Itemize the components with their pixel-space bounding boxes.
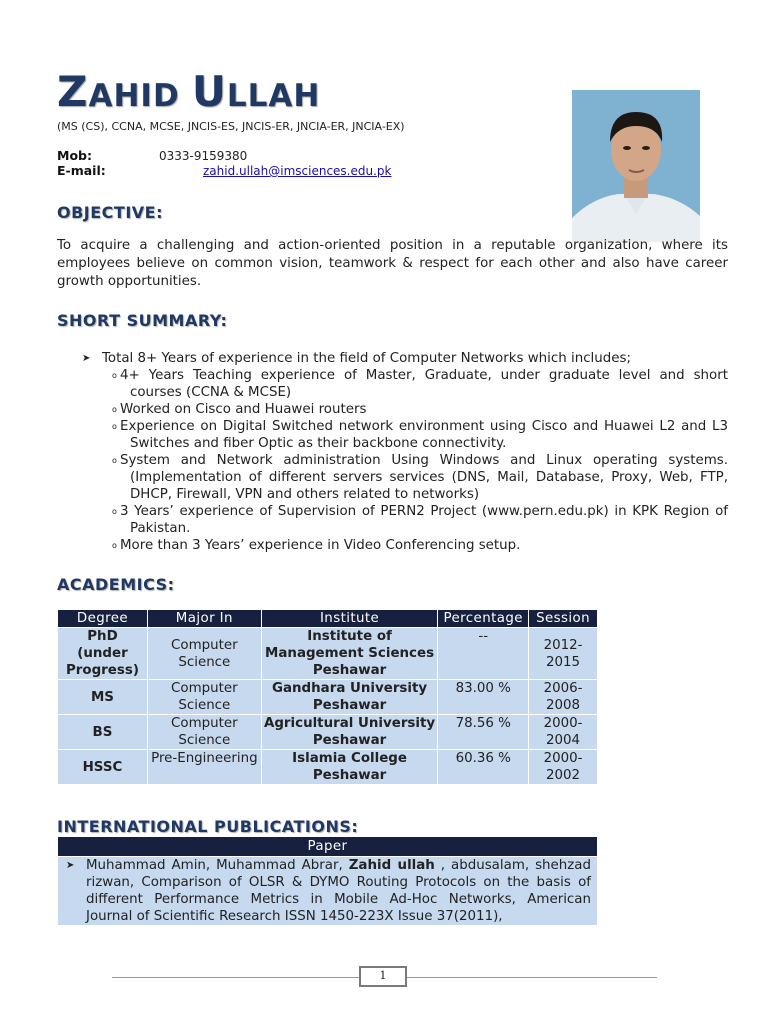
- cell-session: 2012-2015: [529, 628, 598, 680]
- cell-institute: Gandhara University Peshawar: [261, 680, 438, 715]
- circle-bullet-icon: o: [112, 456, 117, 465]
- cell-institute: Islamia College Peshawar: [261, 750, 438, 785]
- publication-details: , abdusalam, shehzad rizwan, Comparison of OLSR & DYMO Routing Protocols on the basis of different Performance Metrics in Mobile Ad-Hoc Networks, American Journal of Scientific Research ISSN 1450-223X Issue 37(2011),: [86, 858, 592, 924]
- email-link[interactable]: zahid.ullah@imsciences.edu.pk: [203, 164, 392, 178]
- table-row: [58, 750, 598, 785]
- cell-degree: PhD (under Progress): [58, 628, 148, 680]
- objective-heading: OBJECTIVE:: [57, 203, 163, 222]
- summary-item-text: Experience on Digital Switched network environment using Cisco and Huawei L2 and L3 Switches and fiber Optic as their backbone connectivity.: [120, 419, 728, 451]
- mob-value: 0333-9159380: [159, 149, 248, 163]
- academics-table: [57, 609, 598, 785]
- summary-item-text: Worked on Cisco and Huawei routers: [120, 402, 367, 417]
- cell-degree: HSSC: [58, 750, 148, 785]
- publications-table: [57, 836, 598, 926]
- cell-major: Computer Science: [147, 680, 261, 715]
- circle-bullet-icon: o: [112, 422, 117, 431]
- summary-list: [80, 350, 728, 554]
- column-header-institute: Institute: [261, 610, 438, 628]
- summary-heading: SHORT SUMMARY:: [57, 311, 228, 330]
- circle-bullet-icon: o: [112, 405, 117, 414]
- summary-item-text: 4+ Years Teaching experience of Master, Graduate, under graduate level and short courses (CCNA & MCSE): [120, 368, 728, 400]
- table-header-row: [58, 610, 598, 628]
- summary-sub-item: [80, 452, 728, 503]
- cell-session: 2006-2008: [529, 680, 598, 715]
- table-row: [58, 857, 598, 926]
- name-last-rest: LLAH: [226, 78, 321, 114]
- column-header-percentage: Percentage: [438, 610, 529, 628]
- summary-sub-item: [80, 418, 728, 452]
- table-row: [58, 715, 598, 750]
- circle-bullet-icon: o: [112, 371, 117, 380]
- cell-degree: BS: [58, 715, 148, 750]
- summary-sub-item: [80, 367, 728, 401]
- summary-item-text: More than 3 Years’ experience in Video Conferencing setup.: [120, 538, 521, 553]
- cell-major: Pre-Engineering: [147, 750, 261, 785]
- column-header-degree: Degree: [58, 610, 148, 628]
- mob-label: Mob:: [57, 148, 92, 163]
- academics-heading: ACADEMICS:: [57, 575, 175, 594]
- profile-photo: [572, 90, 700, 242]
- portrait-image: [572, 90, 700, 242]
- cell-major: Computer Science: [147, 628, 261, 680]
- cell-major: Computer Science: [147, 715, 261, 750]
- publication-highlight-author: Zahid ullah: [348, 858, 435, 873]
- publications-heading: INTERNATIONAL PUBLICATIONS:: [57, 817, 359, 836]
- cell-degree: MS: [58, 680, 148, 715]
- publication-authors: Muhammad Amin, Muhammad Abrar,: [86, 858, 343, 873]
- cell-institute: Agricultural University Peshawar: [261, 715, 438, 750]
- arrow-bullet-icon: ➤: [82, 353, 91, 364]
- name-first-rest: AHID: [88, 78, 180, 114]
- circle-bullet-icon: o: [112, 541, 117, 550]
- publication-entry: [58, 857, 598, 926]
- summary-intro-text: Total 8+ Years of experience in the field of Computer Networks which includes;: [102, 351, 631, 366]
- candidate-name: [57, 67, 321, 116]
- column-header-major: Major In: [147, 610, 261, 628]
- table-header-row: [58, 837, 598, 857]
- summary-intro-item: [80, 350, 728, 367]
- cell-percentage: 78.56 %: [438, 715, 529, 750]
- arrow-bullet-icon: ➤: [66, 860, 75, 871]
- summary-sub-item: [80, 537, 728, 554]
- summary-item-text: 3 Years’ experience of Supervision of PERN2 Project (www.pern.edu.pk) in KPK Region of Pakistan.: [120, 504, 728, 536]
- cell-percentage: 60.36 %: [438, 750, 529, 785]
- name-initial-first: Z: [57, 67, 89, 116]
- cell-institute: Institute of Management Sciences Peshawar: [261, 628, 438, 680]
- cell-percentage: --: [438, 628, 529, 680]
- email-label: E-mail:: [57, 163, 106, 178]
- summary-sub-item: [80, 401, 728, 418]
- cell-session: 2000-2004: [529, 715, 598, 750]
- table-row: [58, 628, 598, 680]
- summary-item-text: System and Network administration Using Windows and Linux operating systems. (Implementation of different servers services (DNS, Mail, Database, Proxy, Web, FTP, DHCP, Firewall, VPN and others related to networks): [120, 453, 728, 502]
- cell-percentage: 83.00 %: [438, 680, 529, 715]
- qualifications: (MS (CS), CCNA, MCSE, JNCIS-ES, JNCIS-ER, JNCIA-ER, JNCIA-EX): [57, 120, 405, 133]
- cell-session: 2000-2002: [529, 750, 598, 785]
- circle-bullet-icon: o: [112, 507, 117, 516]
- name-initial-last: U: [191, 67, 227, 116]
- summary-sub-item: [80, 503, 728, 537]
- column-header-paper: Paper: [58, 837, 598, 857]
- column-header-session: Session: [529, 610, 598, 628]
- objective-text: To acquire a challenging and action-oriented position in a reputable organization, where its employees believe on common vision, teamwork & respect for each other and also have career growth opportunities.: [57, 238, 728, 289]
- page-number: 1: [359, 966, 407, 987]
- table-row: [58, 680, 598, 715]
